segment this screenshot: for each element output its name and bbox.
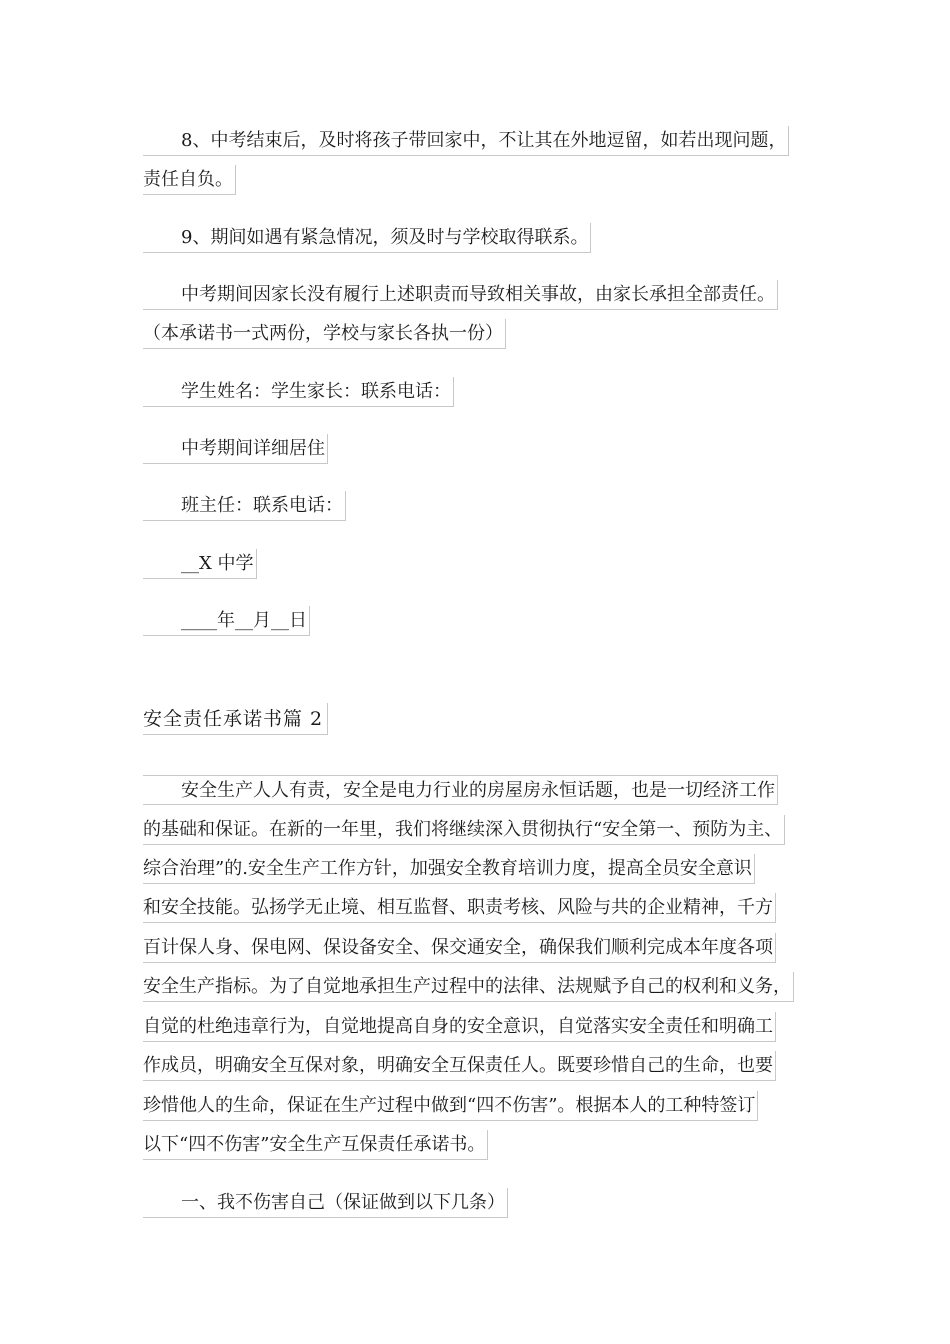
responsibility-line2: （本承诺书一式两份，学校与家长各执一份） — [143, 319, 506, 349]
paragraph-line-10: 以下“四不伤害”安全生产互保责任承诺书。 — [143, 1130, 488, 1160]
date-line: ____年__月__日 — [143, 606, 310, 636]
paragraph-line-5: 百计保人身、保电网、保设备安全、保交通安全，确保我们顺利完成本年度各项 — [143, 933, 776, 963]
paragraph-line-9: 珍惜他人的生命，保证在生产过程中做到“四不伤害”。根据本人的工种特签订 — [143, 1091, 758, 1121]
paragraph-line-2: 的基础和保证。在新的一年里，我们将继续深入贯彻执行“安全第一、预防为主、 — [143, 815, 785, 845]
address-line: 中考期间详细居住 — [143, 434, 328, 464]
item1-heading: 一、我不伤害自己（保证做到以下几条） — [143, 1188, 508, 1218]
student-info-line: 学生姓名：学生家长：联系电话： — [143, 377, 454, 407]
item8-line1: 8、中考结束后，及时将孩子带回家中，不让其在外地逗留，如若出现问题， — [143, 126, 789, 156]
section-title: 安全责任承诺书篇 2 — [143, 703, 328, 735]
paragraph-line-7: 自觉的杜绝违章行为，自觉地提高自身的安全意识，自觉落实安全责任和明确工 — [143, 1012, 776, 1042]
teacher-line: 班主任：联系电话： — [143, 491, 346, 521]
paragraph-line-1: 安全生产人人有责，安全是电力行业的房屋房永恒话题，也是一切经济工作 — [143, 775, 778, 805]
paragraph-line-6: 安全生产指标。为了自觉地承担生产过程中的法律、法规赋予自己的权利和义务， — [143, 972, 794, 1002]
paragraph-line-8: 作成员，明确安全互保对象，明确安全互保责任人。既要珍惜自己的生命，也要 — [143, 1051, 776, 1081]
paragraph-line-3: 综合治理”的.安全生产工作方针，加强安全教育培训力度，提高全员安全意识 — [143, 854, 755, 884]
paragraph-line-4: 和安全技能。弘扬学无止境、相互监督、职责考核、风险与共的企业精神，千方 — [143, 893, 776, 923]
item9: 9、期间如遇有紧急情况，须及时与学校取得联系。 — [143, 223, 591, 253]
item8-line2: 责任自负。 — [143, 165, 236, 195]
school-line: __X 中学 — [143, 549, 257, 579]
responsibility-line1: 中考期间因家长没有履行上述职责而导致相关事故，由家长承担全部责任。 — [143, 280, 778, 310]
